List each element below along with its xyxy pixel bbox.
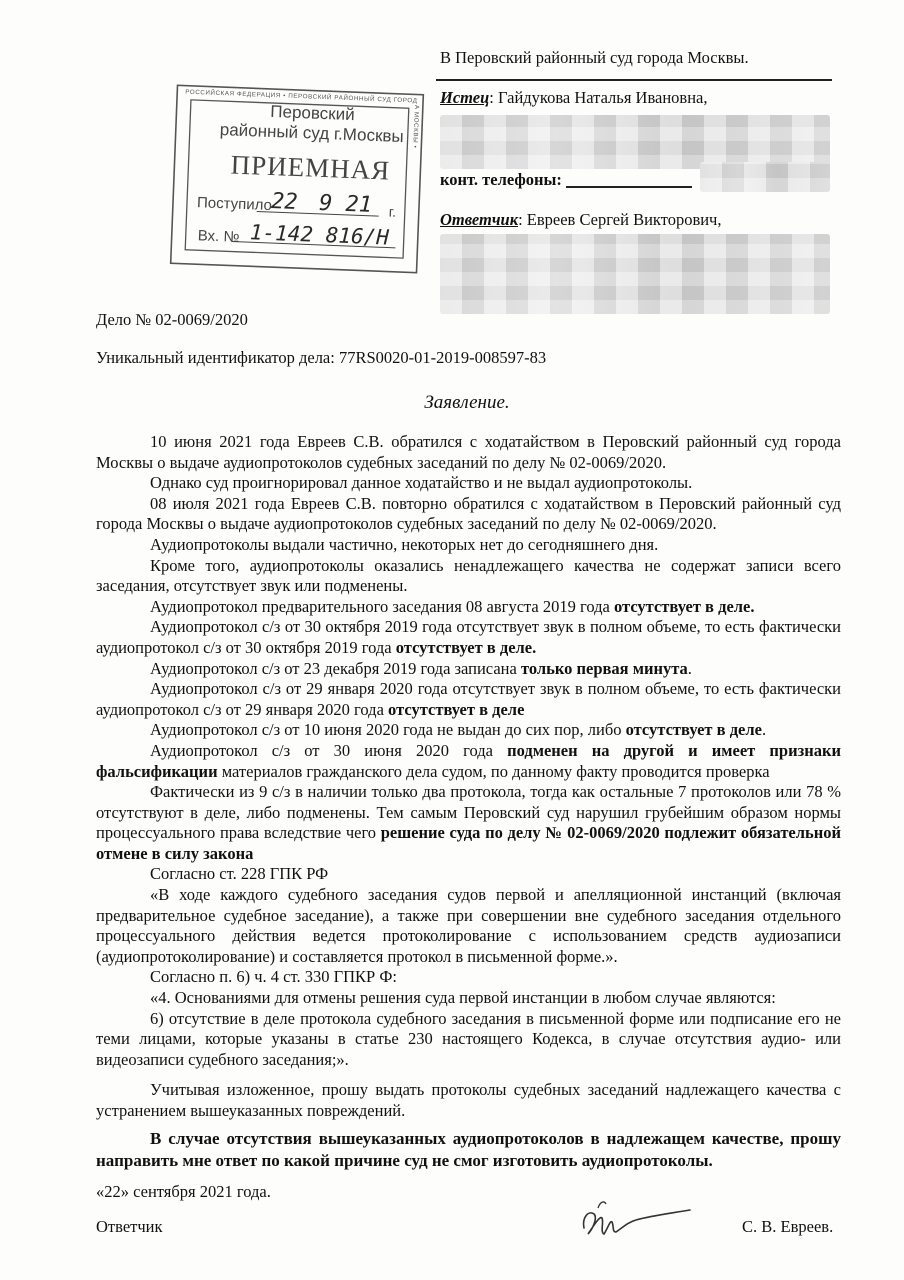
court-reception-stamp (167, 81, 428, 277)
paragraph: «4. Основаниями для отмены решения суда первой инстанции в любом случае являются: (150, 988, 776, 1008)
paragraph-emphasis: только первая минута (520, 658, 688, 678)
document-date: «22» сентября 2021 года. (96, 1182, 271, 1201)
paragraph-text: Аудиопротокол с/з от 30 октября 2019 года отсутствует звук в полном объеме, то есть фактически аудиопротокол с/з от 30 октября 2019 года (96, 617, 841, 657)
paragraph: Согласно ст. 228 ГПК РФ (150, 864, 329, 884)
paragraph-emphasis: подменен на другой и имеет признаки фальсификации (96, 740, 841, 781)
paragraph: Кроме того, аудиопротоколы оказались ненадлежащего качества не содержат записи всего заседания, отсутствует звук или подменены. (96, 555, 841, 596)
header-divider (436, 79, 832, 81)
court-addressee: В Перовский районный суд города Москвы. (440, 48, 749, 67)
paragraph (96, 679, 841, 720)
paragraph-emphasis: отсутствует в деле (388, 699, 525, 719)
paragraph-text: Аудиопротокол с/з от 30 июня 2020 года (150, 740, 508, 760)
respondent-name: : Евреев Сергей Викторович, (518, 210, 722, 229)
paragraph: Согласно п. 6) ч. 4 ст. 330 ГПКР Ф: (150, 967, 397, 987)
stamp-received-label: Поступило (196, 194, 273, 215)
stamp-incoming-number: 1-142 816/Н (249, 220, 390, 250)
paragraph-text: . (761, 720, 767, 740)
case-number: Дело № 02-0069/2020 (96, 310, 248, 329)
paragraph (96, 782, 841, 864)
paragraph-emphasis: отсутствует в деле. (613, 596, 755, 616)
stamp-year-suffix: г. (388, 203, 397, 220)
paragraph-text: Аудиопротокол с/з от 23 декабря 2019 года записана (150, 658, 521, 678)
statement-body (96, 432, 841, 1172)
paragraph: Учитывая изложенное, прошу выдать протоколы судебных заседаний надлежащего качества с устранением вышеуказанных повреждений. (96, 1080, 841, 1120)
paragraph (96, 659, 841, 680)
handwritten-signature (578, 1188, 698, 1253)
paragraph (96, 720, 841, 741)
paragraph: Аудиопротоколы выдали частично, некоторых нет до сегодняшнего дня. (150, 534, 659, 554)
plaintiff-line (440, 88, 708, 108)
redacted-respondent-address (440, 234, 830, 314)
signatory-name: С. В. Евреев. (742, 1217, 834, 1236)
paragraph-text: Аудиопротокол предварительного заседания 08 августа 2019 года (150, 596, 614, 616)
plaintiff-name: : Гайдукова Наталья Ивановна, (489, 88, 708, 107)
paragraph-text: Аудиопротокол с/з от 10 июня 2020 года не выдан до сих пор, либо (150, 720, 626, 740)
stamp-received-date: 9 21 (318, 190, 373, 218)
plaintiff-label: Истец (440, 88, 490, 107)
paragraph (96, 741, 841, 782)
paragraph-emphasis: решение суда по делу № 02-0069/2020 подлежит обязательной отмене в силу закона (96, 823, 841, 863)
paragraph (96, 617, 841, 658)
case-unique-id: Уникальный идентификатор дела: 77RS0020-01-2019-008597-83 (96, 348, 547, 367)
stamp-ring-text: РОССИЙСКАЯ ФЕДЕРАЦИЯ • ПЕРОВСКИЙ РАЙОННЫЙ СУД ГОРОДА МОСКВЫ • (185, 88, 420, 149)
signatory-role: Ответчик (96, 1217, 163, 1236)
paragraph-text: . (687, 658, 692, 678)
redacted-plaintiff-address (440, 115, 830, 169)
stamp-court-name-line1: Перовский (270, 101, 356, 125)
paragraph: 6) отсутствие в деле протокола судебного заседания в письменной форме или подписание его не теми лицами, которые указаны в статье 230 настоящего Кодекса, в случае отсутствия аудио- или видеозаписи судебного заседания;». (96, 1008, 841, 1069)
paragraph-text: материалов гражданского дела судом, по данному факту проводится проверка (217, 761, 770, 781)
paragraph-request: В случае отсутствия вышеуказанных аудиопротоколов в надлежащем качестве, прошу направить мне ответ по какой причине суд не смог изготовить аудиопротоколы. (96, 1128, 841, 1170)
redacted-phone (700, 162, 830, 192)
stamp-court-name (211, 100, 412, 148)
paragraph: «В ходе каждого судебного заседания судов первой и апелляционной инстанций (включая предварительное судебное заседание), а также при совершении вне судебного заседания отдельного процессуального действия ведется протоколирование с использованием средств аудиозаписи (аудиопротоколирование) и составляется протокол в письменной форме.». (96, 885, 841, 966)
phones-underline (566, 186, 692, 188)
stamp-incoming-label: Вх. № (197, 227, 240, 246)
respondent-line (440, 210, 722, 230)
paragraph (96, 597, 841, 618)
stamp-title: ПРИЕМНАЯ (230, 149, 391, 186)
paragraph-emphasis: отсутствует в деле. (395, 637, 537, 657)
document-title: Заявление. (424, 392, 510, 413)
paragraph: 08 июля 2021 года Евреев С.В. повторно обратился с ходатайством в Перовский районный суд города Москвы о выдаче аудиопротоколов судебных заседаний по делу № 02-0069/2020. (96, 493, 841, 534)
paragraph-text: Фактически из 9 с/з в наличии только два протокола, тогда как остальные 7 протоколов или 78 % отсутствуют в деле, либо подменены. Тем самым Перовский суд нарушил грубейшим образом нормы процессуального права вследствие чего (96, 782, 841, 843)
contact-phones-label: конт. телефоны: (440, 170, 562, 189)
stamp-received-day: 22 (270, 189, 299, 216)
paragraph-emphasis: отсутствует в деле (625, 720, 762, 740)
stamp-court-name-line2: районный суд г.Москвы (219, 120, 405, 147)
respondent-label: Ответчик (440, 210, 519, 229)
paragraph: 10 июня 2021 года Евреев С.В. обратился с ходатайством в Перовский районный суд города Москвы о выдаче аудиопротоколов судебных заседаний по делу № 02-0069/2020. (96, 432, 841, 472)
paragraph: Однако суд проигнорировал данное ходатайство и не выдал аудиопротоколы. (150, 473, 693, 493)
paragraph-text: Аудиопротокол с/з от 29 января 2020 года отсутствует звук в полном объеме, то есть фактически аудиопротокол с/з от 29 января 2020 года (96, 679, 841, 719)
